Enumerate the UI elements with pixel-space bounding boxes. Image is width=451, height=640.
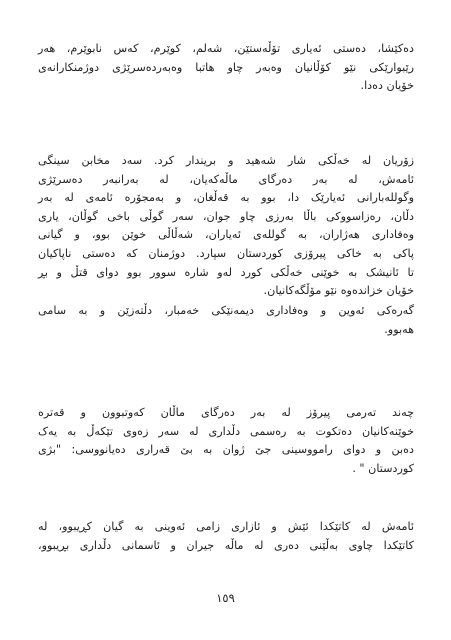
text-line: کاتێکدا چاوی بەڵێنی دەری لە ماڵە جیران و ئاسمانی دڵداری بڕیبوو،: [38, 538, 414, 552]
page-number: ١٥٩: [216, 591, 235, 605]
text-line: خوێنەکانیان دەتکوت بە رەسمی دڵداری لە سەر زەوی تێکەڵ بە یەک: [38, 424, 414, 438]
text-line: زۆریان لە خەڵکی شار شەهید و بریندار کرد. سەد مخابن سینگی: [38, 154, 414, 167]
paragraph-3: [38, 302, 414, 339]
text-line: ئامەش، لە بەر دەرگای ماڵەکەیان، لە بەرانبەر دەسرێژی: [38, 172, 414, 186]
text-line: وەفاداری هەژاران، بە گوللەی ئەیاران، شەڵاڵی خوێن بوو، و گیانی: [38, 228, 414, 242]
text-line: تا ئانیشک بە خوێنی خەڵکی کورد لەو شارە سوور بوو دوای قتڵ و بڕ: [38, 265, 414, 279]
paragraph-4: [38, 404, 414, 478]
text-line: دەبن و دوای رامووسینی جێ ژوان بە بێ قەراری دەیانووسی: "بژی: [38, 443, 414, 457]
paragraph-2: [38, 152, 414, 301]
text-line: کوردستان " .: [352, 461, 414, 475]
text-line: خۆیان خزاندەوە نێو مۆڵگەکانیان.: [263, 284, 414, 298]
text-line: دەکێشا، دەستی ئەیاری تۆڵەستێن، شەلم، کوێرم، کەس نابوێرم، هەر: [38, 42, 414, 55]
paragraph-1: [38, 40, 414, 96]
text-line: گەرەکی ئەوین و وەفاداری دیمەنێکی خەمبار، دڵتەزێن و بە سامی: [38, 304, 414, 317]
text-line: رێبوارێکی نێو کۆڵانیان وەبەر چاو هاتبا وەبەردەسرێژی دوژمنکارانەی: [38, 60, 414, 74]
paragraph-5: [38, 518, 414, 555]
text-line: ئامەش لە کاتێکدا ئێش و ئازاری زامی ئەوینی بە گیان کڕیبوو، لە: [38, 520, 414, 533]
text-line: پاکی بە خاکی پیرۆزی کوردستان سپارد. دوژمنان کە دەستی ناپاکیان: [38, 246, 414, 260]
text-line: دڵان، رەزاسووکی باڵا بەرزی چاو جوان، سەر گوڵی باخی گوڵان، یاری: [38, 209, 414, 223]
text-line: چەند تەرمی پیرۆز لە بەر دەرگای ماڵان کەوتبوون و قەترە: [38, 406, 414, 419]
text-line: وگوللەبارانی ئەیارێک دا، بوو بە قەڵغان، و بەمجۆرە ئامەی لە بەر: [38, 191, 414, 205]
text-line: هەبوو.: [384, 322, 414, 336]
text-line: خۆیان دەدا.: [360, 79, 414, 93]
